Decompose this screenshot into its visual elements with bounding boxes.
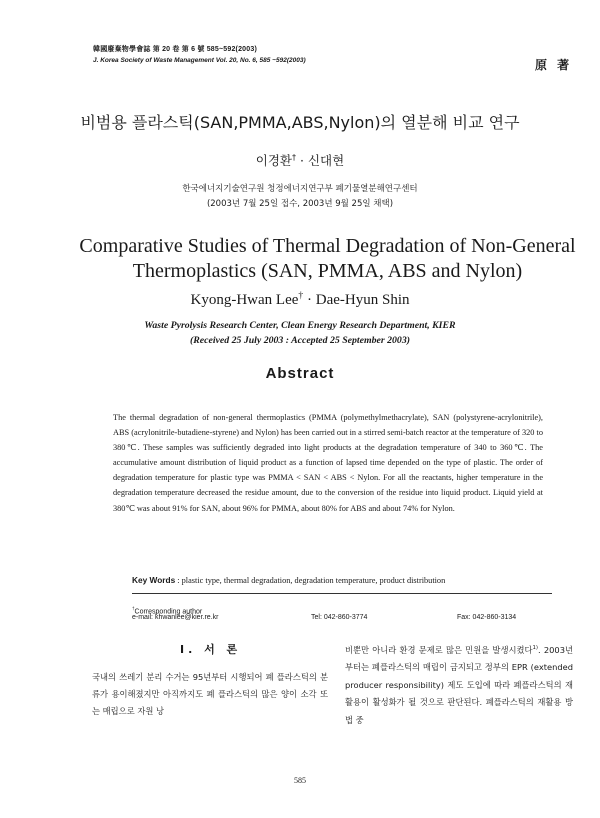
korean-dates: (2003년 7월 25일 접수, 2003년 9월 25일 채택) [206, 199, 394, 209]
english-title: Comparative Studies of Thermal Degradation of Non-General Thermoplastics (SAN, PMMA, ABS and Nylon) [79, 235, 576, 282]
korean-author-rest: · 신대현 [296, 153, 345, 168]
keywords-separator: : [175, 576, 182, 585]
english-affiliation-block [0, 318, 600, 348]
english-author-primary: Kyong-Hwan Lee [190, 292, 299, 308]
korean-affiliation: 한국에너지기술연구원 청정에너지연구부 폐기물열분해연구센터 [182, 184, 418, 194]
corresponding-mark: † [298, 290, 304, 301]
keywords [132, 575, 552, 585]
korean-authors [0, 151, 600, 169]
page-number: 585 [294, 776, 306, 785]
paper-type-label: 原 著 [535, 58, 573, 72]
intro-right-text-1: 비뿐만 아니라 환경 문제로 많은 민원을 발생시켰다 [345, 644, 533, 655]
korean-affiliation-block [0, 182, 600, 212]
intro-right-text-2: . 2003년부터는 폐플라스틱의 매립이 금지되고 정부의 EPR (extended producer responsibility) 제도 도입에 따라 폐플라스틱의 재활용이 활성화가 될 것으로 판단된다. 폐플라스틱의 재활용 방법 중 [345, 644, 573, 725]
korean-title: 비범용 플라스틱(SAN,PMMA,ABS,Nylon)의 열분해 비교 연구 [80, 113, 520, 132]
english-authors [0, 290, 600, 309]
intro-left-column: 국내의 쓰레기 분리 수거는 95년부터 시행되어 폐 플라스틱의 분류가 용이해졌지만 아직까지도 폐 플라스틱의 많은 양이 소각 또는 매립으로 자원 낭 [92, 672, 328, 716]
footnote [132, 604, 572, 622]
footnote-divider [132, 593, 552, 594]
footnote-corresponding: Corresponding author [134, 608, 203, 616]
footnote-tel: Tel: 042-860-3774 [311, 614, 368, 621]
footnote-email: e-mail: khwanlee@kier.re.kr [132, 614, 219, 621]
abstract-heading: Abstract [265, 365, 335, 382]
corresponding-mark: † [292, 151, 297, 162]
abstract-body: The thermal degradation of non-general thermoplastics (PMMA (polymethylmethacrylate), SAN (polystyrene-acrylonitrile), ABS (acrylonitrile-butadiene-styrene) and Nylon) has been carried out in a stirred semi-batch reactor at the temperature of 320 to 380℃. These samples was sufficiently degraded into light products at the degradation temperature of 340 to 360℃. The accumulative amount distribution of liquid product as a function of lapsed time depended on the type of plastic. The order of degradation temperature for plastic type was PMMA < SAN < ABS < Nylon. For all the reactants, higher temperature in the degradation temperature decreased the residue amount, due to the conversion of the residue into liquid product. Liquid yield at 380℃ was about 91% for SAN, about 96% for PMMA, about 80% for ABS and about 74% for Nylon. [113, 413, 543, 513]
english-author-rest: · Dae-Hyun Shin [303, 292, 410, 308]
english-dates: (Received 25 July 2003 : Accepted 25 September 2003) [189, 335, 410, 346]
journal-header [93, 44, 306, 66]
journal-korean-line: 韓國廢棄物學會誌 第 20 卷 第 6 號 585~592(2003) [93, 46, 257, 53]
intro-heading: Ⅰ. 서 론 [180, 643, 242, 656]
intro-right-column [345, 640, 573, 729]
keywords-text: plastic type, thermal degradation, degradation temperature, product distribution [181, 576, 446, 585]
reference-mark: 1) [532, 645, 539, 651]
corresponding-mark: † [132, 606, 135, 611]
english-affiliation: Waste Pyrolysis Research Center, Clean Energy Research Department, KIER [144, 320, 456, 331]
korean-author-primary: 이경환 [255, 153, 292, 168]
keywords-label: Key Words [132, 575, 176, 585]
journal-english-line: J. Korea Society of Waste Management Vol. 20, No. 6, 585 ~592(2003) [93, 57, 306, 64]
footnote-contact-row [132, 613, 572, 622]
footnote-corresponding-row [132, 604, 572, 616]
footnote-fax: Fax: 042-860-3134 [457, 614, 517, 621]
